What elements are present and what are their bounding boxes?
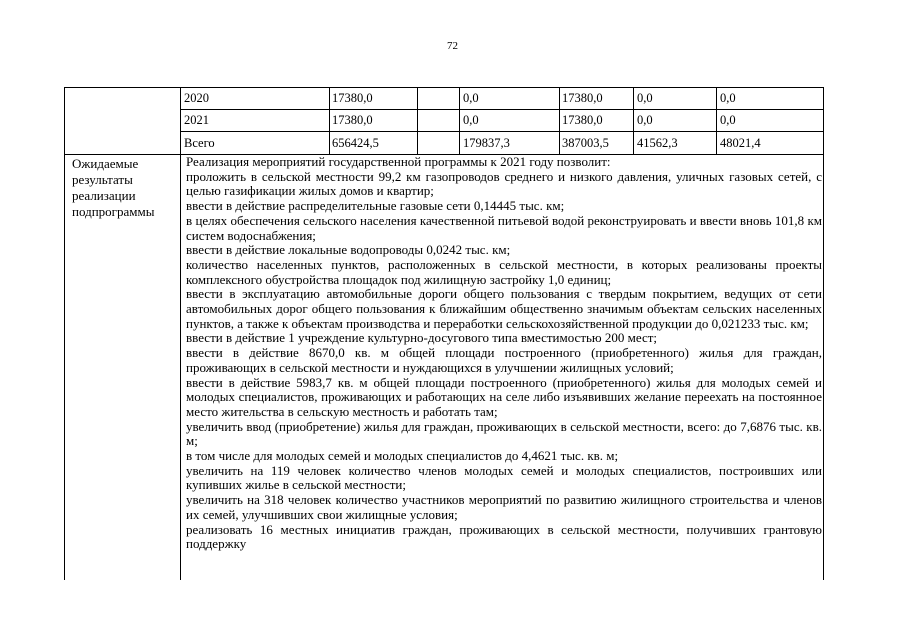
finance-col-divider xyxy=(559,87,560,154)
finance-col-divider xyxy=(459,87,460,154)
results-item: реализовать 16 местных инициатив граждан, проживающих в сельской местности, получивших грантовую поддержку xyxy=(186,521,822,552)
results-item: ввести в действие 5983,7 кв. м общей площади построенного (приобретенного) жилья для молодых семей и молодых специалистов, проживающих и работающих на селе либо изъявивших желание переехать на постоянное место жительства в сельскую местность и работать там; xyxy=(186,374,822,419)
value-cell: 0,0 xyxy=(637,91,653,105)
results-item: увеличить на 318 человек количество участников мероприятий по развитию жилищного строительства и членов их семей, улучшивших свои жилищные условия; xyxy=(186,492,822,522)
results-intro: Реализация мероприятий государственной программы к 2021 году позволит: xyxy=(186,154,611,169)
finance-col-divider xyxy=(633,87,634,154)
value-cell: 0,0 xyxy=(463,91,479,105)
results-item: количество населенных пунктов, расположенных в сельской местности, в которых реализованы проекты комплексного обустройства площадок под жилищную застройку 1,0 единиц; xyxy=(186,256,822,287)
year-cell: 2021 xyxy=(184,113,209,127)
value-cell: 0,0 xyxy=(463,113,479,127)
total-cell: 656424,5 xyxy=(332,136,379,150)
table-border-label-divider xyxy=(180,87,181,580)
value-cell: 17380,0 xyxy=(562,91,603,105)
expected-results-content xyxy=(186,155,822,552)
total-cell: 17380,0 xyxy=(332,113,373,127)
table-border-top xyxy=(64,87,824,88)
results-item: увеличить на 119 человек количество членов молодых семей и молодых специалистов, построивших или купивших жилье в сельской местности; xyxy=(186,462,822,493)
finance-col-divider xyxy=(329,87,330,154)
value-cell: 48021,4 xyxy=(720,136,761,150)
results-item: проложить в сельской местности 99,2 км газопроводов среднего и низкого давления, уличных газовых сетей, с целью газификации жилых домов и квартир; xyxy=(186,168,822,199)
page-number: 72 xyxy=(447,40,458,52)
value-cell: 179837,3 xyxy=(463,136,510,150)
results-item: ввести в действие 8670,0 кв. м общей площади построенного (приобретенного) жилья для граждан, проживающих в сельской местности и нуждающихся в улучшении жилищных условий; xyxy=(186,345,822,375)
total-cell: 17380,0 xyxy=(332,91,373,105)
year-cell: Всего xyxy=(184,136,215,150)
results-item: увеличить ввод (приобретение) жилья для граждан, проживающих в сельской местности, всего: до 7,6876 тыс. кв. м; xyxy=(186,418,822,449)
value-cell: 0,0 xyxy=(720,91,736,105)
table-row-divider xyxy=(180,131,824,132)
year-cell: 2020 xyxy=(184,91,209,105)
results-item: в том числе для молодых семей и молодых специалистов до 4,4621 тыс. кв. м; xyxy=(186,448,619,464)
finance-col-divider xyxy=(417,87,418,154)
table-border-left xyxy=(64,87,65,580)
results-item: ввести в действие 1 учреждение культурно-досугового типа вместимостью 200 мест; xyxy=(186,330,658,346)
table-row-divider xyxy=(180,109,824,110)
results-item: в целях обеспечения сельского населения качественной питьевой водой реконструировать и ввести вновь 101,8 км систем водоснабжения; xyxy=(186,212,822,243)
finance-col-divider xyxy=(716,87,717,154)
value-cell: 0,0 xyxy=(720,113,736,127)
results-item: ввести в действие распределительные газовые сети 0,14445 тыс. км; xyxy=(186,198,565,214)
value-cell: 41562,3 xyxy=(637,136,678,150)
value-cell: 0,0 xyxy=(637,113,653,127)
value-cell: 387003,5 xyxy=(562,136,609,150)
value-cell: 17380,0 xyxy=(562,113,603,127)
table-border-right xyxy=(823,87,824,580)
expected-results-label: Ожидаемые результаты реализации подпрограммы xyxy=(72,156,155,219)
results-item: ввести в эксплуатацию автомобильные дороги общего пользования с твердым покрытием, ведущих от сети автомобильных дорог общего пользования к ближайшим общественно значимым объектам сельских населенных пунктов, а также к объектам производства и переработки сельскохозяйственной продукции до 0,021233 тыс. км; xyxy=(186,286,822,331)
results-item: ввести в действие локальные водопроводы 0,0242 тыс. км; xyxy=(186,242,511,258)
